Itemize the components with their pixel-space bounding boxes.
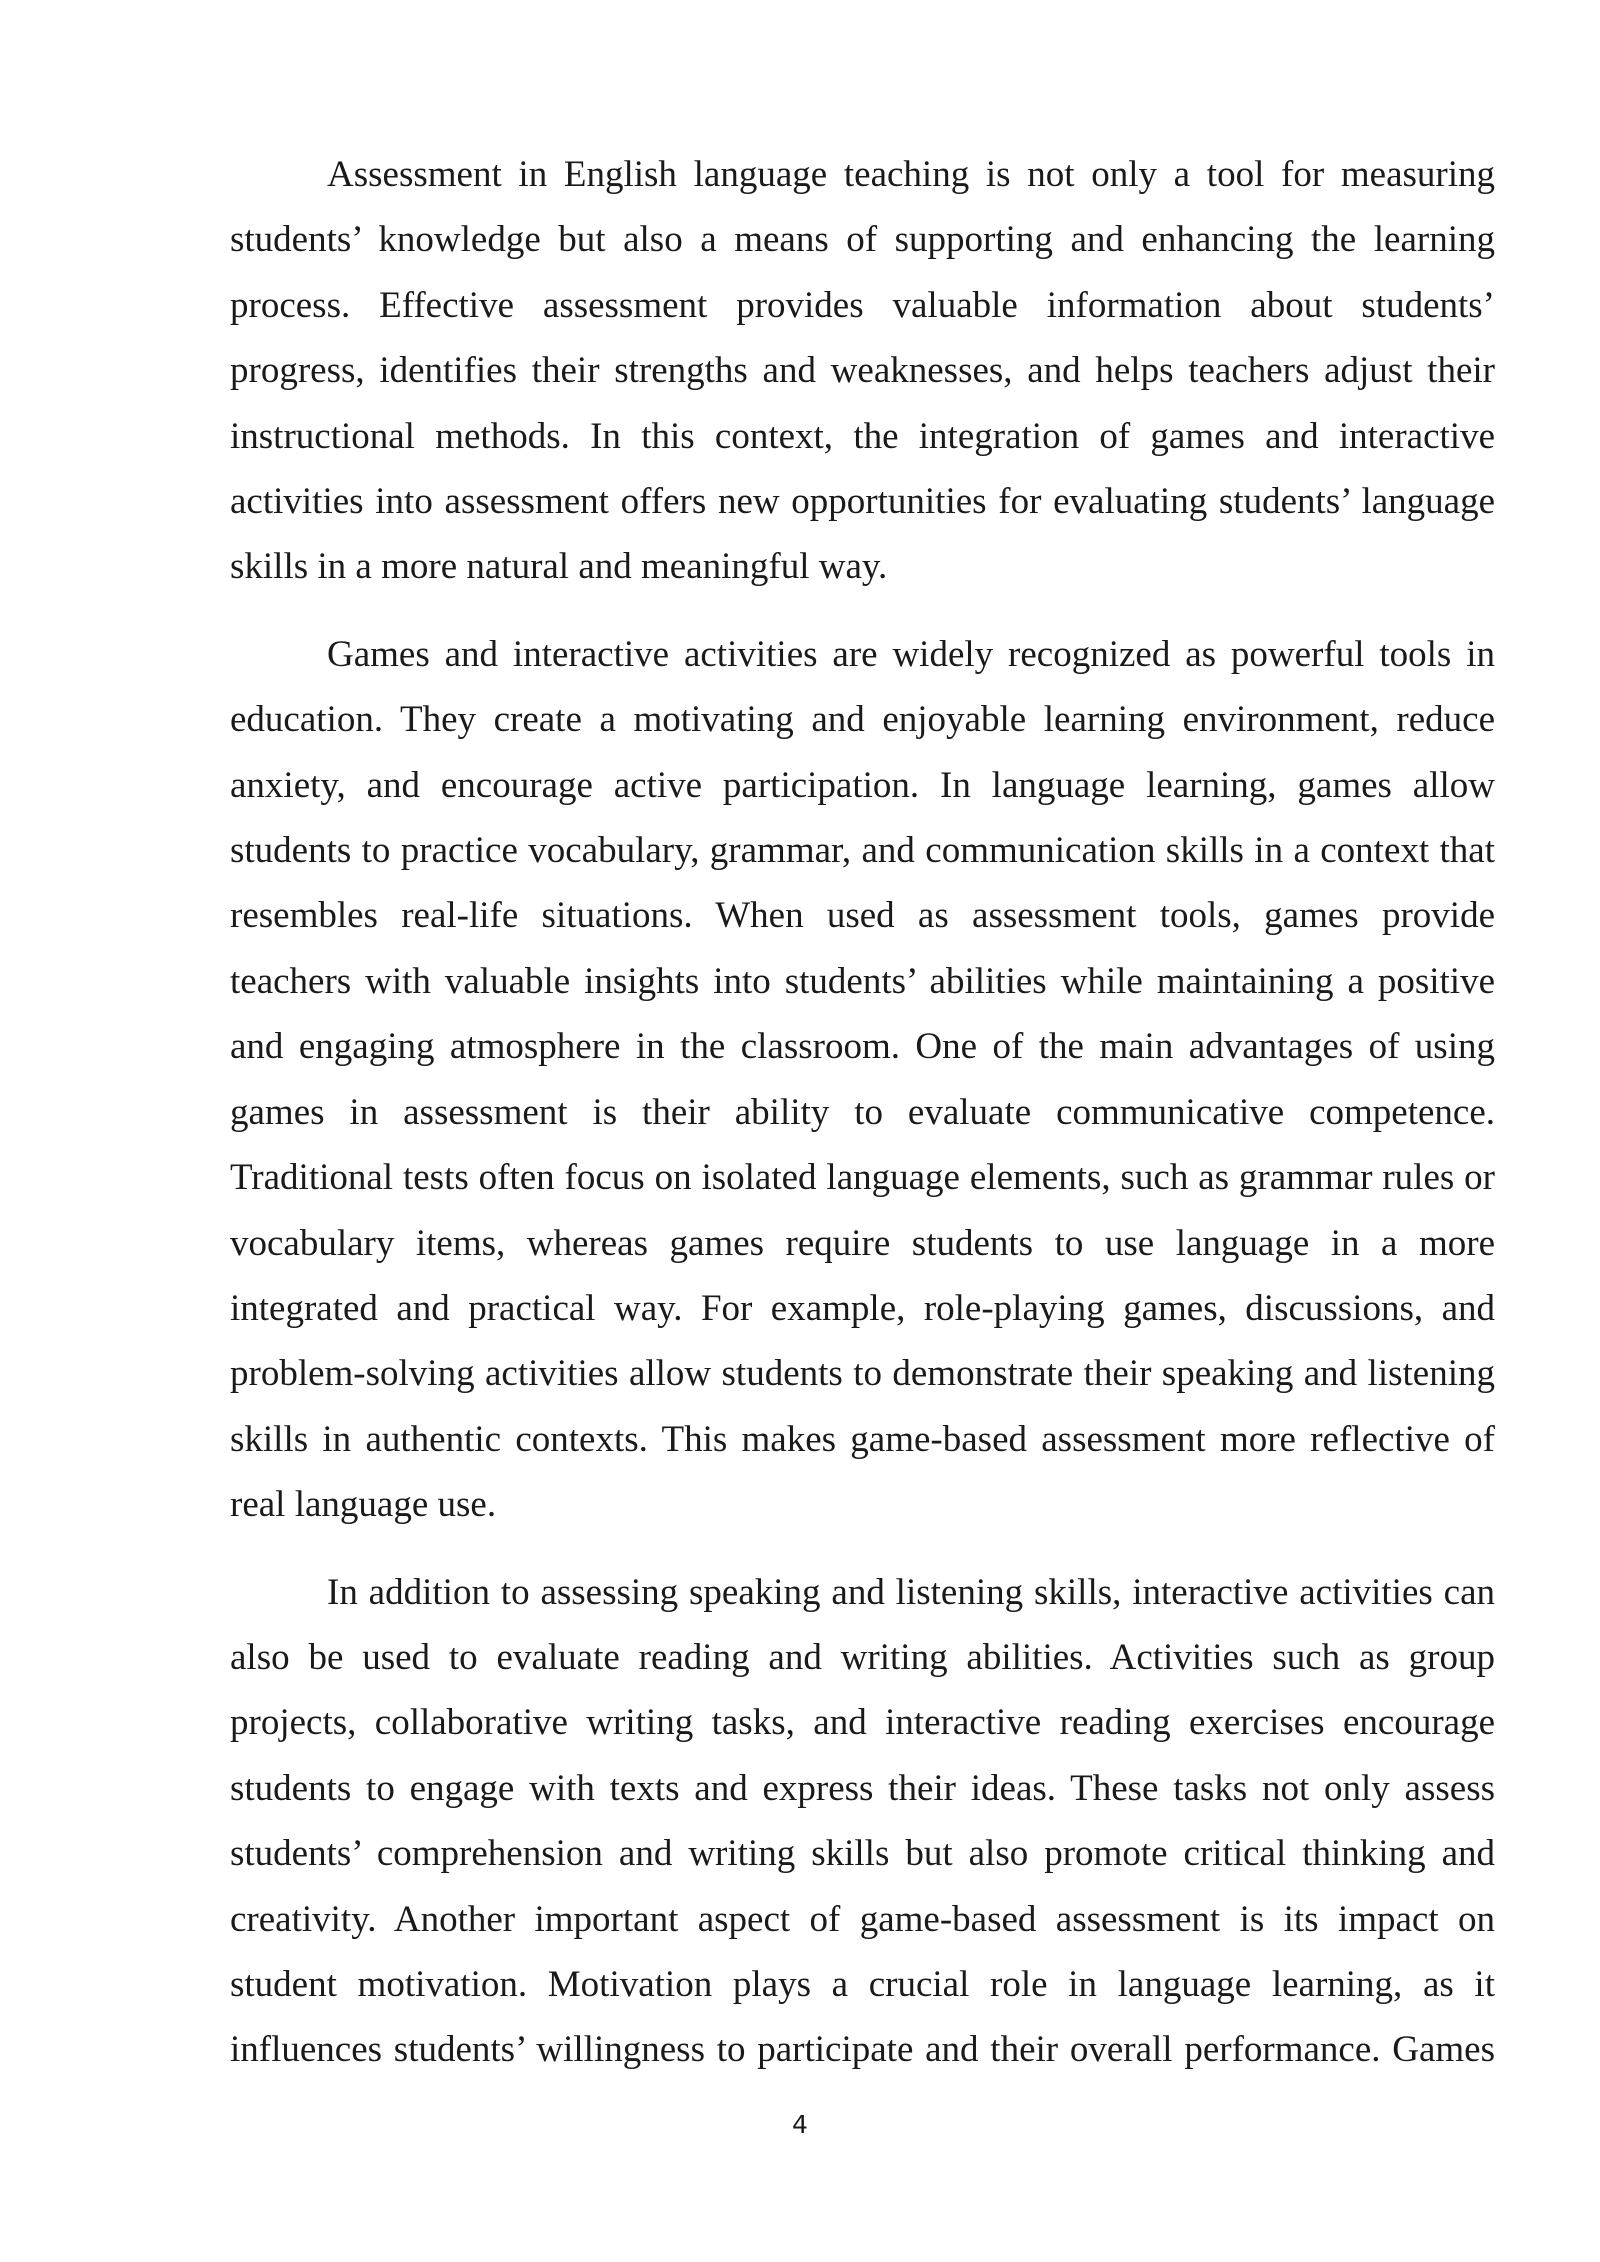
paragraph-1: Assessment in English language teaching is not only a tool for measuring students’ knowledge but also a means of supporting and enhancing the learning process. Effective assessment provides valuable information about students’ progress, identifies their strengths and weaknesses, and helps teachers adjust their instructional methods. In this context, the integration of games and interactive activities into assessment offers new opportunities for evaluating students’ language skills in a more natural and meaningful way. xyxy=(230,154,1495,588)
paragraph-3: In addition to assessing speaking and listening skills, interactive activities can also be used to evaluate reading and writing abilities. Activities such as group projects, collaborative writing tasks, and interactive reading exercises encourage students to engage with texts and express their ideas. These tasks not only assess students’ comprehension and writing skills but also promote critical thinking and creativity. Another important aspect of game-based assessment is its impact on student motivation. Motivation plays a crucial role in language learning, as it influences students’ willingness to participate and their overall performance. Games xyxy=(230,1571,1495,2071)
paragraph-2: Games and interactive activities are widely recognized as powerful tools in education. They create a motivating and enjoyable learning environment, reduce anxiety, and encourage active participation. In language learning, games allow students to practice vocabulary, grammar, and communication skills in a context that resembles real-life situations. When used as assessment tools, games provide teachers with valuable insights into students’ abilities while maintaining a positive and engaging atmosphere in the classroom. One of the main advantages of using games in assessment is their ability to evaluate communicative competence. Traditional tests often focus on isolated language elements, such as grammar rules or vocabulary items, whereas games require students to use language in a more integrated and practical way. For example, role-playing games, discussions, and problem-solving activities allow students to demonstrate their speaking and listening skills in authentic contexts. This makes game-based assessment more reflective of real language use. xyxy=(230,633,1495,1526)
body-text xyxy=(230,142,1495,2083)
page-number: 4 xyxy=(792,2110,808,2139)
